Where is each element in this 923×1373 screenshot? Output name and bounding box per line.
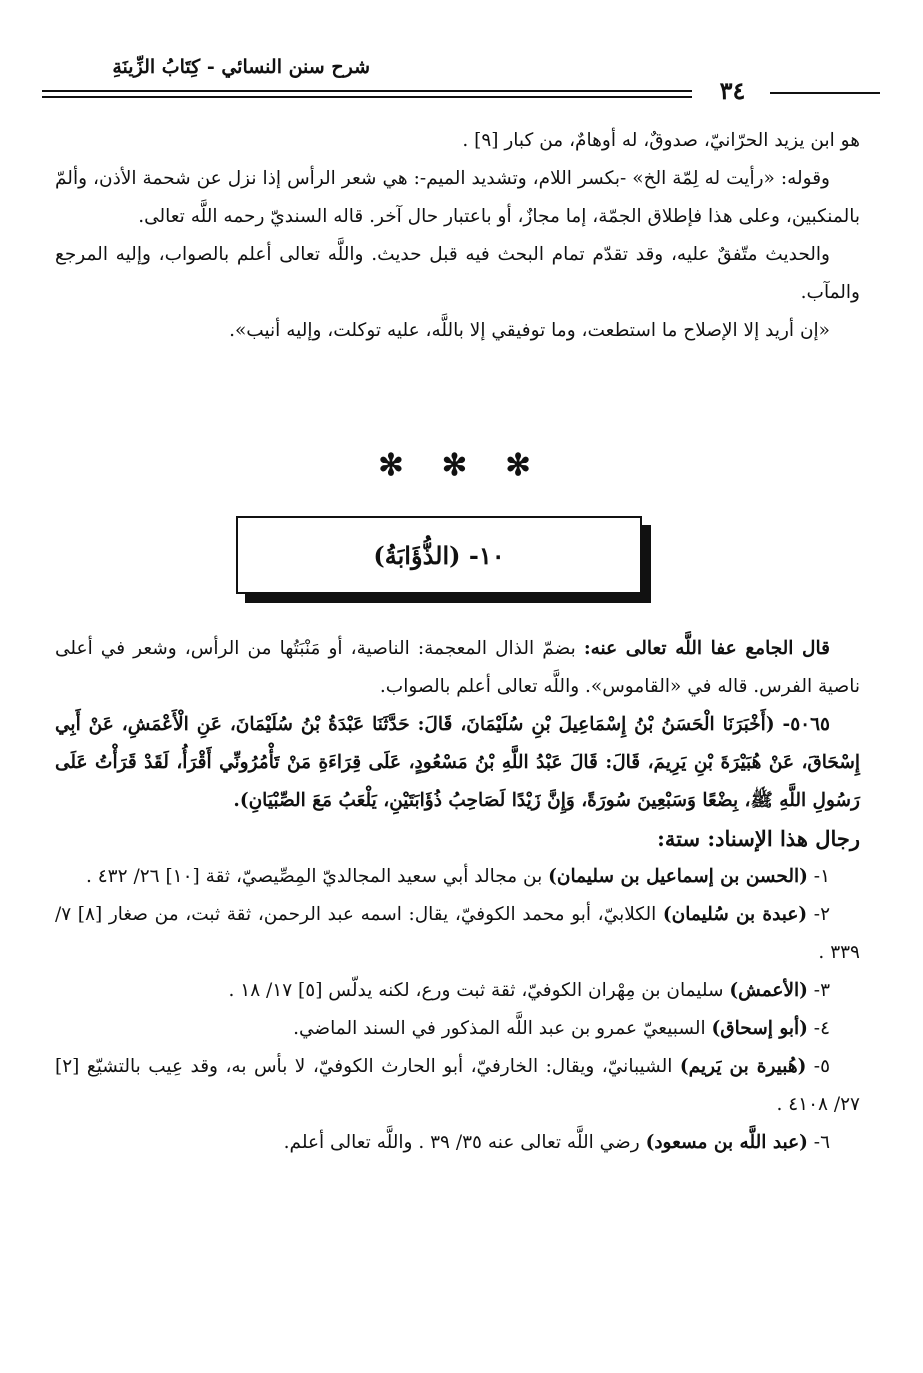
narrator-text: بن مجالد أبي سعيد المجالديّ المِصِّيصيّ، ثقة [١٠] ٢٦/ ٤٣٢ . <box>85 866 549 887</box>
narrator-name: (أبو إسحاق) <box>711 1018 808 1039</box>
narrator-text: الشيبانيّ، ويقال: الخارفيّ، أبو الحارث الكوفيّ، لا بأس به، وقد عِيب بالتشيّع [٢] ٢٧/ ٤١٠٨ . <box>55 1056 860 1115</box>
hadith-text: (أَخْبَرَنَا الْحَسَنُ بْنُ إِسْمَاعِيلَ بْنِ سُلَيْمَانَ، قَالَ: حَدَّثَنَا عَبْدَةُ بْنُ سُلَيْمَانَ، عَنِ الْأَعْمَشِ، عَنْ أَبِي إِسْحَاقَ، عَنْ هُبَيْرَةَ بْنِ يَرِيمَ، قَالَ: قَالَ عَبْدُ اللَّهِ بْنُ مَسْعُودٍ، عَلَى قِرَاءَةِ مَنْ تَأْمُرُونِّي أَقْرَأُ، لَقَدْ قَرَأْتُ عَلَى رَسُولِ اللَّهِ ﷺ، بِضْعًا وَسَبْعِينَ سُورَةً، وَإِنَّ زَيْدًا لَصَاحِبُ ذُؤَابَتَيْنِ، يَلْعَبُ مَعَ الصِّبْيَانِ). <box>55 714 860 811</box>
chapter-title-box <box>236 516 642 594</box>
definition-paragraph <box>55 630 860 706</box>
header-rule-right <box>770 92 880 94</box>
running-title: شرح سنن النسائي - كِتَابُ الزِّينَةِ <box>112 56 370 78</box>
definition-text: بضمّ الذال المعجمة: الناصية، أو مَنْبَتُها من الرأس، وشعر في أعلى ناصية الفرس. قاله في «القاموس». واللَّه تعالى أعلم بالصواب. <box>55 638 860 697</box>
narrator-name: (الأعمش) <box>729 980 808 1001</box>
header-rule-top <box>42 90 692 92</box>
narrator-number: ٤- <box>807 1018 830 1039</box>
hadith-paragraph <box>55 706 860 820</box>
narrator-name: (عبدة بن سُليمان) <box>662 904 808 925</box>
main-section <box>55 630 860 1162</box>
narrator-number: ٢- <box>807 904 830 925</box>
narrator-item <box>55 1048 860 1124</box>
chapter-title: ١٠- (الذُّؤَابَةُ) <box>373 540 505 570</box>
narrator-item <box>55 972 860 1010</box>
narrator-name: (هُبيرة بن يَريم) <box>679 1056 807 1077</box>
hadith-number: ٥٠٦٥- <box>774 714 830 735</box>
narrator-item <box>55 858 860 896</box>
narrator-item <box>55 1124 860 1162</box>
narrator-number: ١- <box>807 866 830 887</box>
intro-section <box>55 122 860 350</box>
narrator-text: رضي اللَّه تعالى عنه ٣٥/ ٣٩ . واللَّه تعالى أعلم. <box>283 1132 646 1153</box>
header-rule-bottom <box>42 96 692 98</box>
narrator-number: ٦- <box>807 1132 830 1153</box>
separator-stars: ✻ ✻ ✻ <box>378 448 545 483</box>
narrator-text: السبيعيّ عمرو بن عبد اللَّه المذكور في السند الماضي. <box>293 1018 712 1039</box>
narrator-item <box>55 896 860 972</box>
narrator-item <box>55 1010 860 1048</box>
definition-lead: قال الجامع عفا اللَّه تعالى عنه: <box>583 638 830 659</box>
intro-paragraph-3: والحديث متّفقٌ عليه، وقد تقدّم تمام البحث فيه قبل حديث. واللَّه تعالى أعلم بالصواب، وإليه المرجع والمآب. <box>55 244 860 303</box>
intro-paragraph-4: «إن أريد إلا الإصلاح ما استطعت، وما توفيقي إلا باللَّه، عليه توكلت، وإليه أنيب». <box>229 320 830 341</box>
page-number: ٣٤ <box>719 76 746 105</box>
narrator-text: سليمان بن مِهْران الكوفيّ، ثقة ثبت ورع، لكنه يدلّس [٥] ١٧/ ١٨ . <box>228 980 730 1001</box>
narrators-heading: رجال هذا الإسناد: ستة: <box>657 826 860 851</box>
narrator-name: (عبد اللَّه بن مسعود) <box>645 1132 808 1153</box>
narrator-number: ٣- <box>807 980 830 1001</box>
narrator-text: الكلابيّ، أبو محمد الكوفيّ، يقال: اسمه عبد الرحمن، ثقة ثبت، من صغار [٨] ٧/ ٣٣٩ . <box>55 904 860 963</box>
intro-paragraph-1: هو ابن يزيد الحرّانيّ، صدوقٌ، له أوهامٌ، من كبار [٩] . <box>462 130 860 151</box>
intro-paragraph-2: وقوله: «رأيت له لِمّة الخ» -بكسر اللام، وتشديد الميم-: هي شعر الرأس إذا نزل عن شحمة الأذن، وألمّ بالمنكبين، وعلى هذا فإطلاق الجمّة، إما مجازٌ، أو باعتبار حال آخر. قاله السنديّ رحمه اللَّه تعالى. <box>55 168 860 227</box>
narrator-name: (الحسن بن إسماعيل بن سليمان) <box>548 866 808 887</box>
narrator-number: ٥- <box>806 1056 830 1077</box>
